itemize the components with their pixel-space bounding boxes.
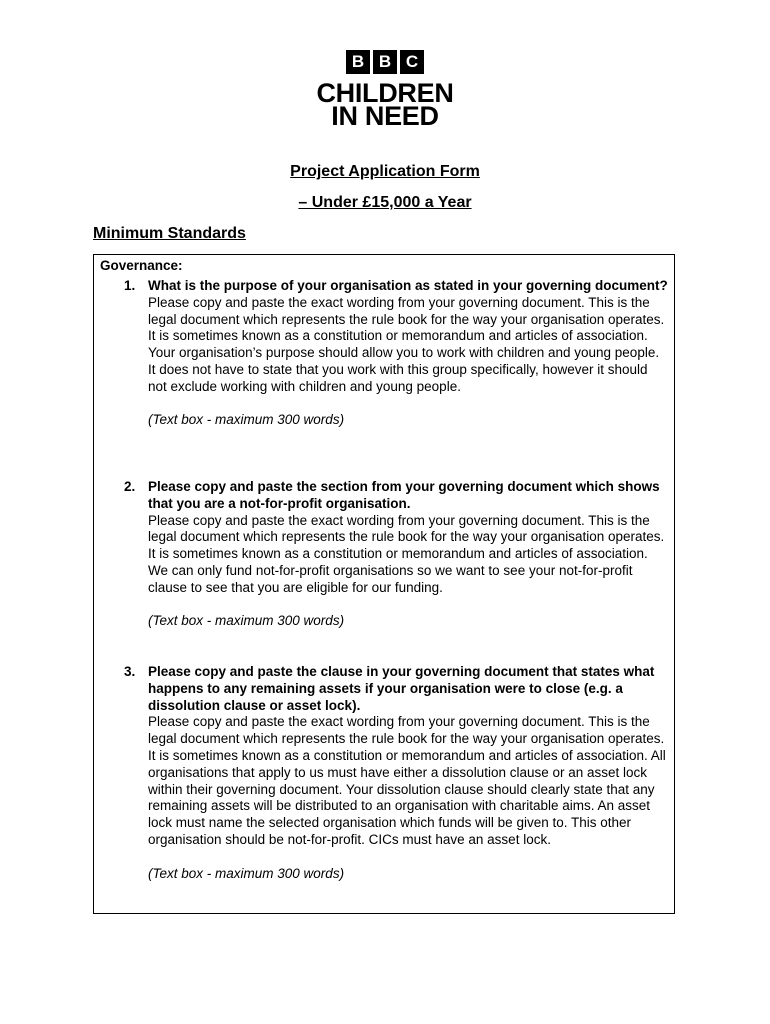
logo-wordmark-line-2: IN NEED [331,101,439,131]
question-item [124,664,668,882]
question-number: 1. [124,278,136,293]
question-word-limit: (Text box - maximum 300 words) [148,412,345,428]
question-guidance: Please copy and paste the exact wording from your governing document. This is the legal document which represents the rule book for the way your organisation operates. It is sometimes known as a constitution or memorandum and articles of association. All organisations that apply to us must have either a dissolution clause or an asset lock within their governing document. Your dissolution clause should clearly state that any remaining assets will be distributed to an organisation with charitable aims. An asset lock must name the selected organisation which funds will be given to. This other organisation should be not-for-profit. CICs must have an asset lock. [148,714,666,847]
form-subtitle: – Under £15,000 a Year [298,194,472,211]
question-word-limit: (Text box - maximum 300 words) [148,865,345,881]
form-title: Project Application Form [290,163,480,180]
question-number: 2. [124,479,136,494]
question-title: Please copy and paste the clause in your governing document that states what happens to any remaining assets if your organisation were to close (e.g. a dissolution clause or asset lock). [148,664,655,713]
question-guidance: Please copy and paste the exact wording from your governing document. This is the legal document which represents the rule book for the way your organisation operates. It is sometimes known as a constitution or memorandum and articles of association. We can only fund not-for-profit organisations so we want to see your not-for-profit clause to see that you are eligible for our funding. [148,512,665,595]
question-item [124,278,668,429]
governance-box [93,254,675,914]
bbc-children-in-need-logo [0,50,770,131]
question-guidance: Please copy and paste the exact wording from your governing document. This is the legal document which represents the rule book for the way your organisation operates. It is sometimes known as a constitution or memorandum and articles of association. Your organisation’s purpose should allow you to work with children and young people. It does not have to state that you work with this group specifically, however it should not exclude working with children and young people. [148,294,665,394]
bbc-logo-blocks [346,50,424,74]
question-number: 3. [124,664,136,679]
bbc-logo-block: B [346,50,370,74]
question-title: What is the purpose of your organisation as stated in your governing document? [148,278,668,293]
bbc-logo-block: C [400,50,424,74]
governance-heading: Governance: [100,258,183,273]
question-word-limit: (Text box - maximum 300 words) [148,613,345,629]
section-heading: Minimum Standards [93,225,246,242]
logo-wordmark-line-1: CHILDREN [316,78,454,108]
question-title: Please copy and paste the section from your governing document which shows that you are a not-for-profit organisation. [148,479,660,511]
question-item [124,479,668,630]
bbc-logo-block: B [373,50,397,74]
